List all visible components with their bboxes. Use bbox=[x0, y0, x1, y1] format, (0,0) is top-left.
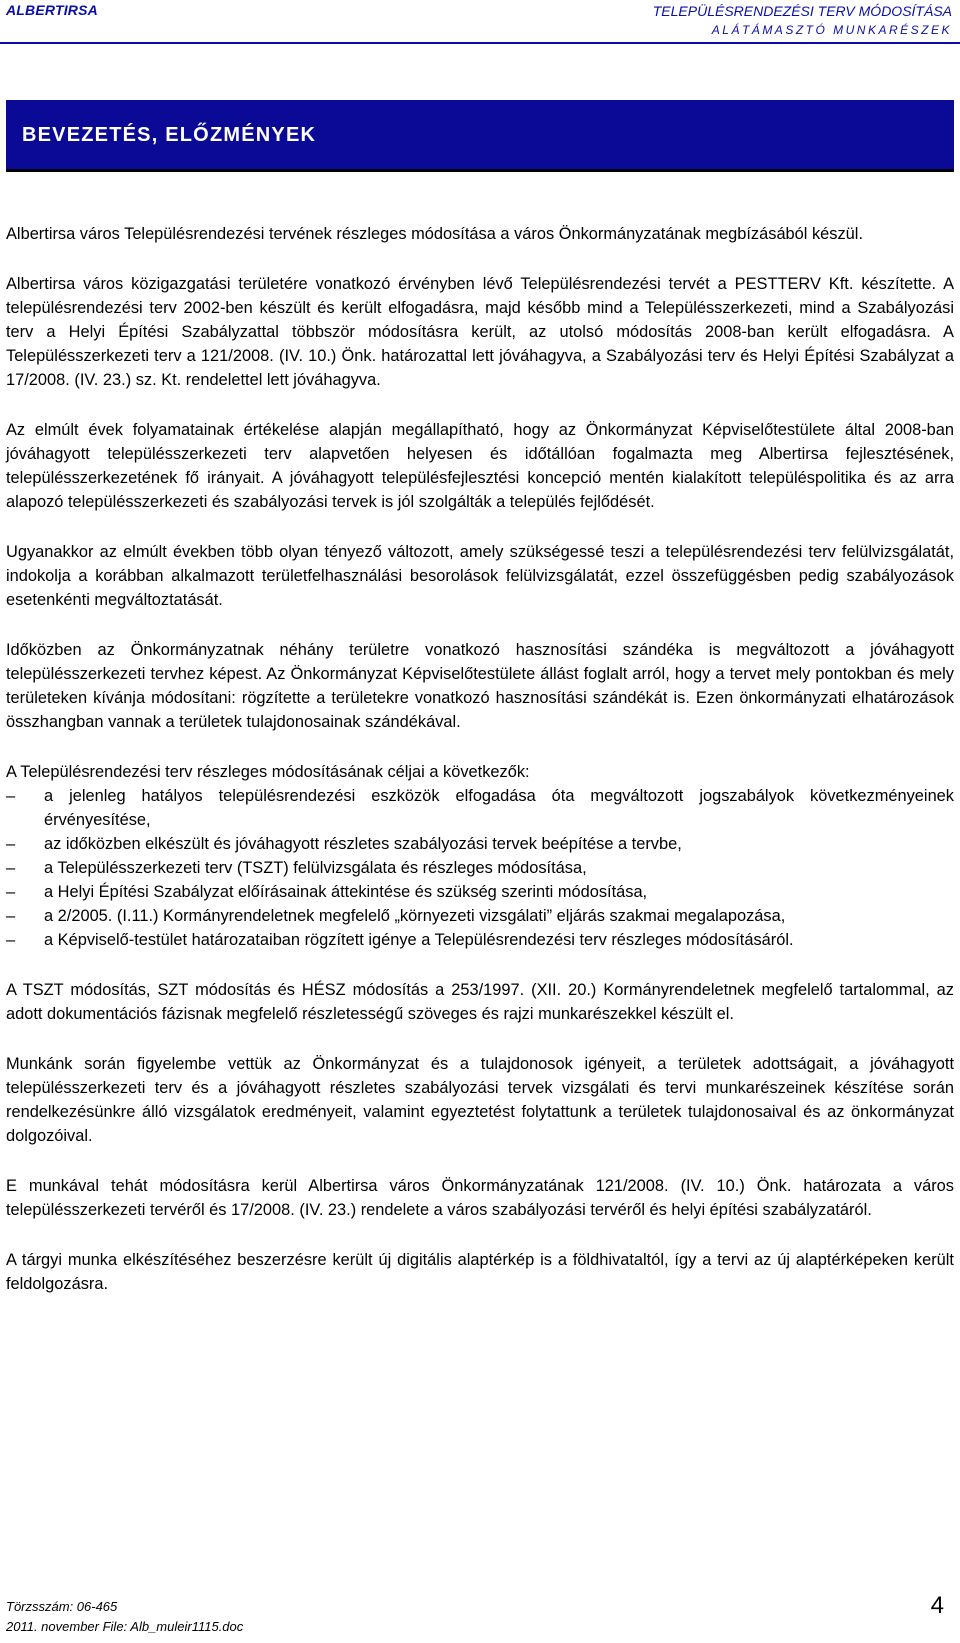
list-item-text: az időközben elkészült és jóváhagyott részletes szabályozási tervek beépítése a tervbe, bbox=[44, 835, 682, 853]
list-item bbox=[6, 784, 954, 832]
list-item bbox=[6, 904, 954, 928]
list-item-text: a 2/2005. (I.11.) Kormányrendeletnek megfelelő „környezeti vizsgálati” eljárás szakmai megalapozása, bbox=[44, 907, 786, 925]
dash-bullet: – bbox=[6, 931, 16, 949]
section-banner bbox=[6, 100, 954, 172]
list-item-text: a jelenleg hatályos településrendezési eszközök elfogadása óta megváltozott jogszabályok következményeinek érvényesítése, bbox=[44, 787, 954, 829]
header-right-title: TELEPÜLÉSRENDEZÉSI TERV MÓDOSÍTÁSA bbox=[652, 3, 952, 19]
list-item bbox=[6, 856, 954, 880]
goals-list bbox=[6, 784, 954, 952]
list-item-text: a Településszerkezeti terv (TSZT) felülvizsgálata és részleges módosítása, bbox=[44, 859, 587, 877]
list-item-text: a Helyi Építési Szabályzat előírásainak áttekintése és szükség szerinti módosítása, bbox=[44, 883, 648, 901]
header-right-subtitle: ALÁTÁMASZTÓ MUNKARÉSZEK bbox=[711, 23, 952, 37]
list-item bbox=[6, 832, 954, 856]
footer-file-info: 2011. november File: Alb_muleir1115.doc bbox=[6, 1619, 244, 1634]
dash-bullet: – bbox=[6, 787, 16, 805]
paragraph: Ugyanakkor az elmúlt években több olyan tényező változott, amely szükségessé teszi a településrendezési terv felülvizsgálatát, indokolja a korábban alkalmazott területfelhasználási besorolások felülvizsgálatát, ezzel összefüggésben pedig szabályozások esetenkénti megváltoztatását. bbox=[6, 543, 954, 609]
paragraph: E munkával tehát módosításra kerül Albertirsa város Önkormányzatának 121/2008. (IV. 10.) Önk. határozata a város településszerkezeti tervéről és 17/2008. (IV. 23.) rendelete a város szabályozási tervéről és helyi építési szabályzatáról. bbox=[6, 1177, 954, 1219]
footer-info bbox=[6, 1597, 243, 1637]
document-body bbox=[6, 222, 954, 1322]
header-divider bbox=[0, 42, 960, 44]
page-number: 4 bbox=[930, 1592, 944, 1619]
list-item bbox=[6, 880, 954, 904]
paragraph: Időközben az Önkormányzatnak néhány területre vonatkozó hasznosítási szándéka is megváltozott a jóváhagyott településszerkezeti tervhez képest. Az Önkormányzat Képviselőtestülete állást foglalt arról, hogy a tervet mely pontokban és mely területeken kívánja módosítani: rögzítette a területekre vonatkozó hasznosítási szándékát is. Ezen önkormányzati elhatározások összhangban vannak a területek tulajdonosainak szándékával. bbox=[6, 641, 954, 731]
paragraph: Albertirsa város közigazgatási területére vonatkozó érvényben lévő Településrendezési tervét a PESTTERV Kft. készítette. A településrendezési terv 2002-ben készült és került elfogadásra, majd később mind a Településszerkezeti, mind a Szabályozási terv a Helyi Építési Szabályzattal többször módosításra került, az utolsó módosítás 2008-ban került elfogadásra. A Településszerkezeti terv a 121/2008. (IV. 10.) Önk. határozattal lett jóváhagyva, a Szabályozási terv és Helyi Építési Szabályzat a 17/2008. (IV. 23.) sz. Kt. rendelettel lett jóváhagyva. bbox=[6, 275, 954, 389]
dash-bullet: – bbox=[6, 907, 16, 925]
header-left-title: ALBERTIRSA bbox=[6, 2, 98, 18]
paragraph: A TSZT módosítás, SZT módosítás és HÉSZ módosítás a 253/1997. (XII. 20.) Kormányrendeletnek megfelelő tartalommal, az adott dokumentációs fázisnak megfelelő részletességű szöveges és rajzi munkarészekkel készült el. bbox=[6, 981, 954, 1023]
paragraph: Albertirsa város Településrendezési tervének részleges módosítása a város Önkormányzatának megbízásából készül. bbox=[6, 225, 863, 243]
goals-intro: A Településrendezési terv részleges módosításának céljai a következők: bbox=[6, 763, 530, 781]
dash-bullet: – bbox=[6, 835, 16, 853]
paragraph: Az elmúlt évek folyamatainak értékelése alapján megállapítható, hogy az Önkormányzat Képviselőtestülete által 2008-ban jóváhagyott településszerkezeti terv alapvetően helyesen és időtállóan fogalmazta meg Albertirsa fejlesztésének, településszerkezetének fő irányait. A jóváhagyott településfejlesztési koncepció mentén kialakított településpolitika és az arra alapozó településszerkezeti és szabályozási tervek is jól szolgálták a település fejlődését. bbox=[6, 421, 954, 511]
paragraph: Munkánk során figyelembe vettük az Önkormányzat és a tulajdonosok igényeit, a területek adottságait, a jóváhagyott településszerkezeti terv és a jóváhagyott részletes szabályozási tervek vizsgálati és tervi munkarészeinek készítése során rendelkezésünkre álló vizsgálatok eredményeit, valamint egyeztetést folytattunk a területek tulajdonosaival és az önkormányzat dolgozóival. bbox=[6, 1055, 954, 1145]
list-item bbox=[6, 928, 954, 952]
footer-reference-number: Törzsszám: 06-465 bbox=[6, 1599, 118, 1614]
dash-bullet: – bbox=[6, 883, 16, 901]
paragraph: A tárgyi munka elkészítéséhez beszerzésre került új digitális alaptérkép is a földhivataltól, így a tervi az új alaptérképeken került feldolgozásra. bbox=[6, 1251, 954, 1293]
section-title: BEVEZETÉS, ELŐZMÉNYEK bbox=[22, 124, 317, 146]
dash-bullet: – bbox=[6, 859, 16, 877]
header-right-block bbox=[653, 2, 952, 40]
list-item-text: a Képviselő-testület határozataiban rögzített igénye a Településrendezési terv részleges módosításáról. bbox=[44, 931, 794, 949]
